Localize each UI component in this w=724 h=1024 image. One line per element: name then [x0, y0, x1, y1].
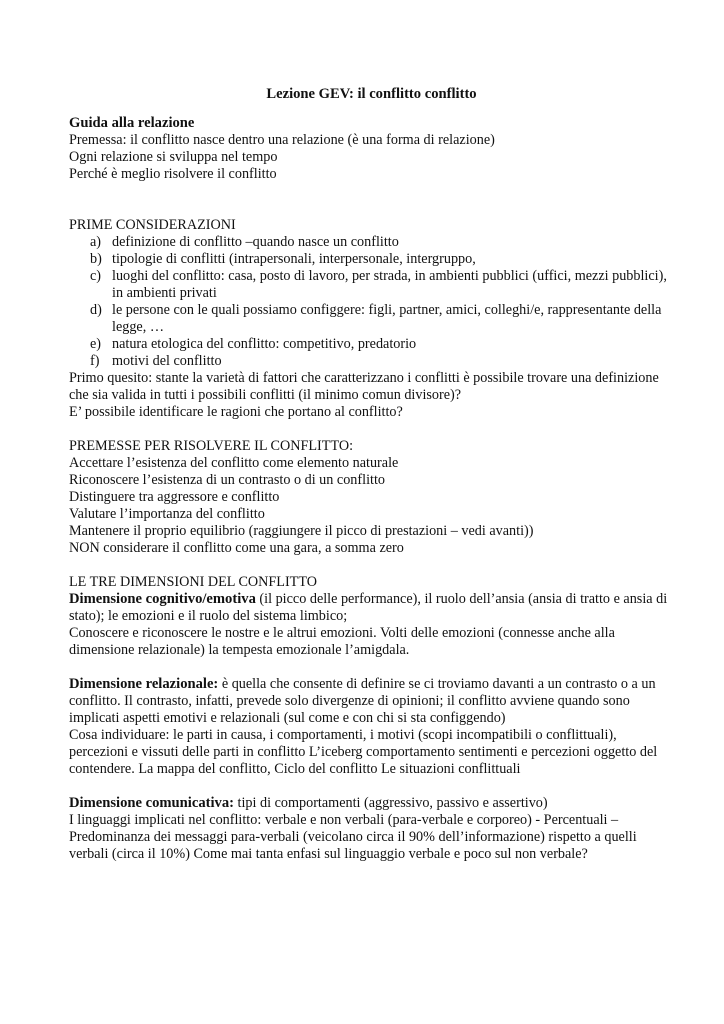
premesse-line: Distinguere tra aggressore e conflitto: [69, 489, 280, 505]
primo-quesito: Primo quesito: stante la varietà di fattori che caratterizzano i conflitti è possibile trovare una definizione che sia valida in tutti i possibili conflitti (il minimo comun divisore)?: [69, 370, 659, 403]
premesse-line: Mantenere il proprio equilibrio (raggiungere il picco di prestazioni – vedi avanti)): [69, 523, 534, 539]
premesse-line: Valutare l’importanza del conflitto: [69, 506, 265, 522]
premesse-line: Accettare l’esistenza del conflitto come elemento naturale: [69, 455, 399, 471]
list-item-text: tipologie di conflitti (intrapersonali, interpersonale, intergruppo,: [112, 251, 476, 267]
document-title: Lezione GEV: il conflitto conflitto: [266, 86, 477, 102]
list-marker: f): [90, 353, 100, 369]
dimensione-cognitiva: [69, 591, 674, 625]
list-item: [69, 251, 674, 268]
list-marker: b): [90, 251, 102, 267]
prime-heading: PRIME CONSIDERAZIONI: [69, 217, 236, 233]
premesse-heading: PREMESSE PER RISOLVERE IL CONFLITTO:: [69, 438, 354, 454]
list-item-text: definizione di conflitto –quando nasce un conflitto: [112, 234, 399, 250]
list-item: [69, 234, 674, 251]
seconda-domanda: E’ possibile identificare le ragioni che portano al conflitto?: [69, 404, 403, 420]
dimensione-relazionale: [69, 676, 674, 727]
dimensione-extra: Cosa individuare: le parti in causa, i comportamenti, i motivi (scopi incompatibili o conflittuali), percezioni e vissuti delle parti in conflitto L’iceberg comportamento sentimenti e percezioni oggetto del contendere. La mappa del conflitto, Ciclo del conflitto Le situazioni conflittuali: [69, 727, 658, 777]
dimensione-label: Dimensione cognitivo/emotiva: [69, 591, 256, 607]
list-item-text: motivi del conflitto: [112, 353, 222, 369]
list-item: [69, 302, 674, 336]
dimensione-label: Dimensione relazionale:: [69, 676, 219, 692]
dimensione-label: Dimensione comunicativa:: [69, 795, 234, 811]
list-item: [69, 353, 674, 370]
list-marker: a): [90, 234, 102, 250]
list-marker: c): [90, 268, 102, 284]
dimensione-extra: I linguaggi implicati nel conflitto: verbale e non verbali (para-verbale e corporeo) - Percentuali – Predominanza dei messaggi para-verbali (veicolano circa il 90% dell’informazione) rispetto a quelli verbali (circa il 10%) Come mai tanta enfasi sul linguaggio verbale e poco sul non verbale?: [69, 812, 637, 862]
dimensione-extra: Conoscere e riconoscere le nostre e le altrui emozioni. Volti delle emozioni (connesse anche alla dimensione relazionale) la tempesta emozionale l’amigdala.: [69, 625, 615, 658]
guida-line: Perché è meglio risolvere il conflitto: [69, 166, 277, 182]
list-marker: e): [90, 336, 102, 352]
guida-line: Ogni relazione si sviluppa nel tempo: [69, 149, 278, 165]
guida-line: Premessa: il conflitto nasce dentro una relazione (è una forma di relazione): [69, 132, 495, 148]
dimensione-text: (il picco delle performance), il ruolo dell’ansia (ansia di tratto e ansia di stato); le emozioni e il ruolo del sistema limbico;: [69, 591, 668, 624]
premesse-line: Riconoscere l’esistenza di un contrasto o di un conflitto: [69, 472, 385, 488]
dimensioni-heading: LE TRE DIMENSIONI DEL CONFLITTO: [69, 574, 317, 590]
dimensione-text: tipi di comportamenti (aggressivo, passivo e assertivo): [233, 795, 548, 811]
list-item-text: natura etologica del conflitto: competitivo, predatorio: [112, 336, 417, 352]
premesse-line: NON considerare il conflitto come una gara, a somma zero: [69, 540, 404, 556]
list-marker: d): [90, 302, 102, 318]
list-item-text: luoghi del conflitto: casa, posto di lavoro, per strada, in ambienti pubblici (uffici, mezzi pubblici), in ambienti privati: [112, 268, 667, 301]
dimensione-text: è quella che consente di definire se ci troviamo davanti a un contrasto o a un conflitto. Il contrasto, infatti, prevede solo divergenze di opinioni; il conflitto avviene quando sono implicati aspetti emotivi e relazionali (sul come e con chi si sta configgendo): [69, 676, 656, 726]
list-item: [69, 336, 674, 353]
list-item: [69, 268, 674, 302]
guida-heading: Guida alla relazione: [69, 115, 195, 131]
prime-list: [69, 234, 674, 370]
dimensione-comunicativa: [69, 795, 674, 812]
list-item-text: le persone con le quali possiamo configgere: figli, partner, amici, colleghi/e, rappresentante della legge, …: [112, 302, 662, 335]
